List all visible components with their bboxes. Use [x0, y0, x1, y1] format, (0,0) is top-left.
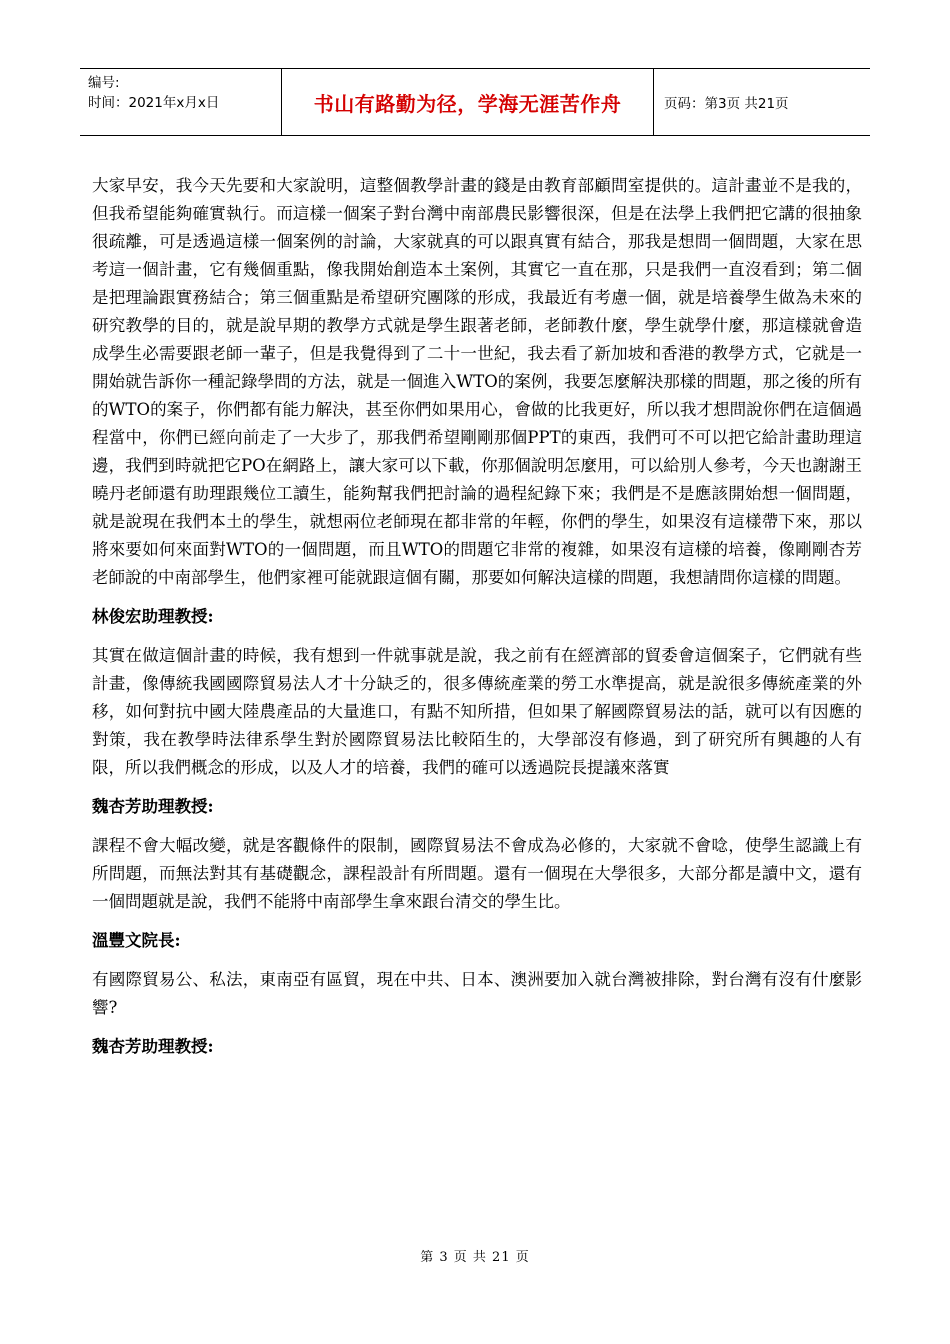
- paragraph: 課程不會大幅改變，就是客觀條件的限制，國際貿易法不會成為必修的，大家就不會唸，使學生認識上有所問題，而無法對其有基礎觀念，課程設計有所問題。還有一個現在大學很多，大部分都是讀中文，還有一個問題就是說，我們不能將中南部學生拿來跟台清交的學生比。: [92, 836, 862, 911]
- speaker-heading: 林俊宏助理教授:: [92, 607, 214, 626]
- paragraph-opening: 大家早安，我今天先要和大家說明，這整個教學計畫的錢是由教育部顧問室提供的。這計畫並不是我的，但我希望能夠確實執行。而這樣一個案子對台灣中南部農民影響很深，但是在法學上我們把它講的很抽象很疏離，可是透過這樣一個案例的討論，大家就真的可以跟真實有結合，那我是想問一個問題，大家在思考這一個計畫，它有幾個重點，像我開始創造本土案例，其實它一直在那，只是我們一直沒看到；第二個是把理論跟實務結合；第三個重點是希望研究團隊的形成，我最近有考慮一個，就是培養學生做為未來的研究教學的目的，就是說早期的教學方式就是學生跟著老師，老師教什麼，學生就學什麼，那這樣就會造成學生必需要跟老師一輩子，但是我覺得到了二十一世紀，我去看了新加坡和香港的教學方式，它就是一開始就告訴你一種記錄學問的方法，就是一個進入WTO的案例，我要怎麼解決那樣的問題，那之後的所有的WTO的案子，你們都有能力解決，甚至你們如果用心，會做的比我更好，所以我才想問說你們在這個過程當中，你們已經向前走了一大步了，那我們希望剛剛那個PPT的東西，我們可不可以把它給計畫助理這邊，我們到時就把它PO在網路上，讓大家可以下載，你那個說明怎麼用，可以給別人參考，今天也謝謝王曉丹老師還有助理跟幾位工讀生，能夠幫我們把討論的過程紀錄下來；我們是不是應該開始想一個問題，就是說現在我們本土的學生，就想兩位老師現在都非常的年輕，你們的學生，如果沒有這樣帶下來，那以將來要如何來面對WTO的一個問題，而且WTO的問題它非常的複雜，如果沒有這樣的培養，像剛剛杏芳老師說的中南部學生，他們家裡可能就跟這個有關，那要如何解決這樣的問題，我想請問你這樣的問題。: [92, 176, 862, 587]
- header-page-info: 页码：第3页 共21页: [664, 96, 789, 112]
- paragraph: 其實在做這個計畫的時候，我有想到一件就事就是說，我之前有在經濟部的貿委會這個案子，它們就有些計畫，像傳統我國國際貿易法人才十分缺乏的，很多傳統產業的勞工水準提高，就是說很多傳統產業的外移，如何對抗中國大陸農產品的大量進口，有點不知所措，但如果了解國際貿易法的話，就可以有因應的對策，我在教學時法律系學生對於國際貿易法比較陌生的，大學部沒有修過，到了研究所有興趣的人有限，所以我們概念的形成，以及人才的培養，我們的確可以透過院長提議來落實: [92, 646, 862, 777]
- speaker-heading: 魏杏芳助理教授:: [92, 1037, 214, 1056]
- page-header: [80, 68, 870, 136]
- serial-number-label: 编号:: [88, 75, 120, 91]
- speaker-heading: 溫豐文院長:: [92, 931, 181, 950]
- paragraph: 有國際貿易公、私法，東南亞有區貿，現在中共、日本、澳洲要加入就台灣被排除，對台灣有沒有什麼影響?: [92, 970, 862, 1017]
- page-footer: 第 3 页 共 21 页: [420, 1250, 530, 1265]
- speaker-heading: 魏杏芳助理教授:: [92, 797, 214, 816]
- date-line: 时间：2021年x月x日: [88, 95, 220, 111]
- header-motto: 书山有路勤为径，学海无涯苦作舟: [282, 69, 654, 135]
- document-body: [92, 172, 862, 1072]
- header-meta: [80, 69, 282, 135]
